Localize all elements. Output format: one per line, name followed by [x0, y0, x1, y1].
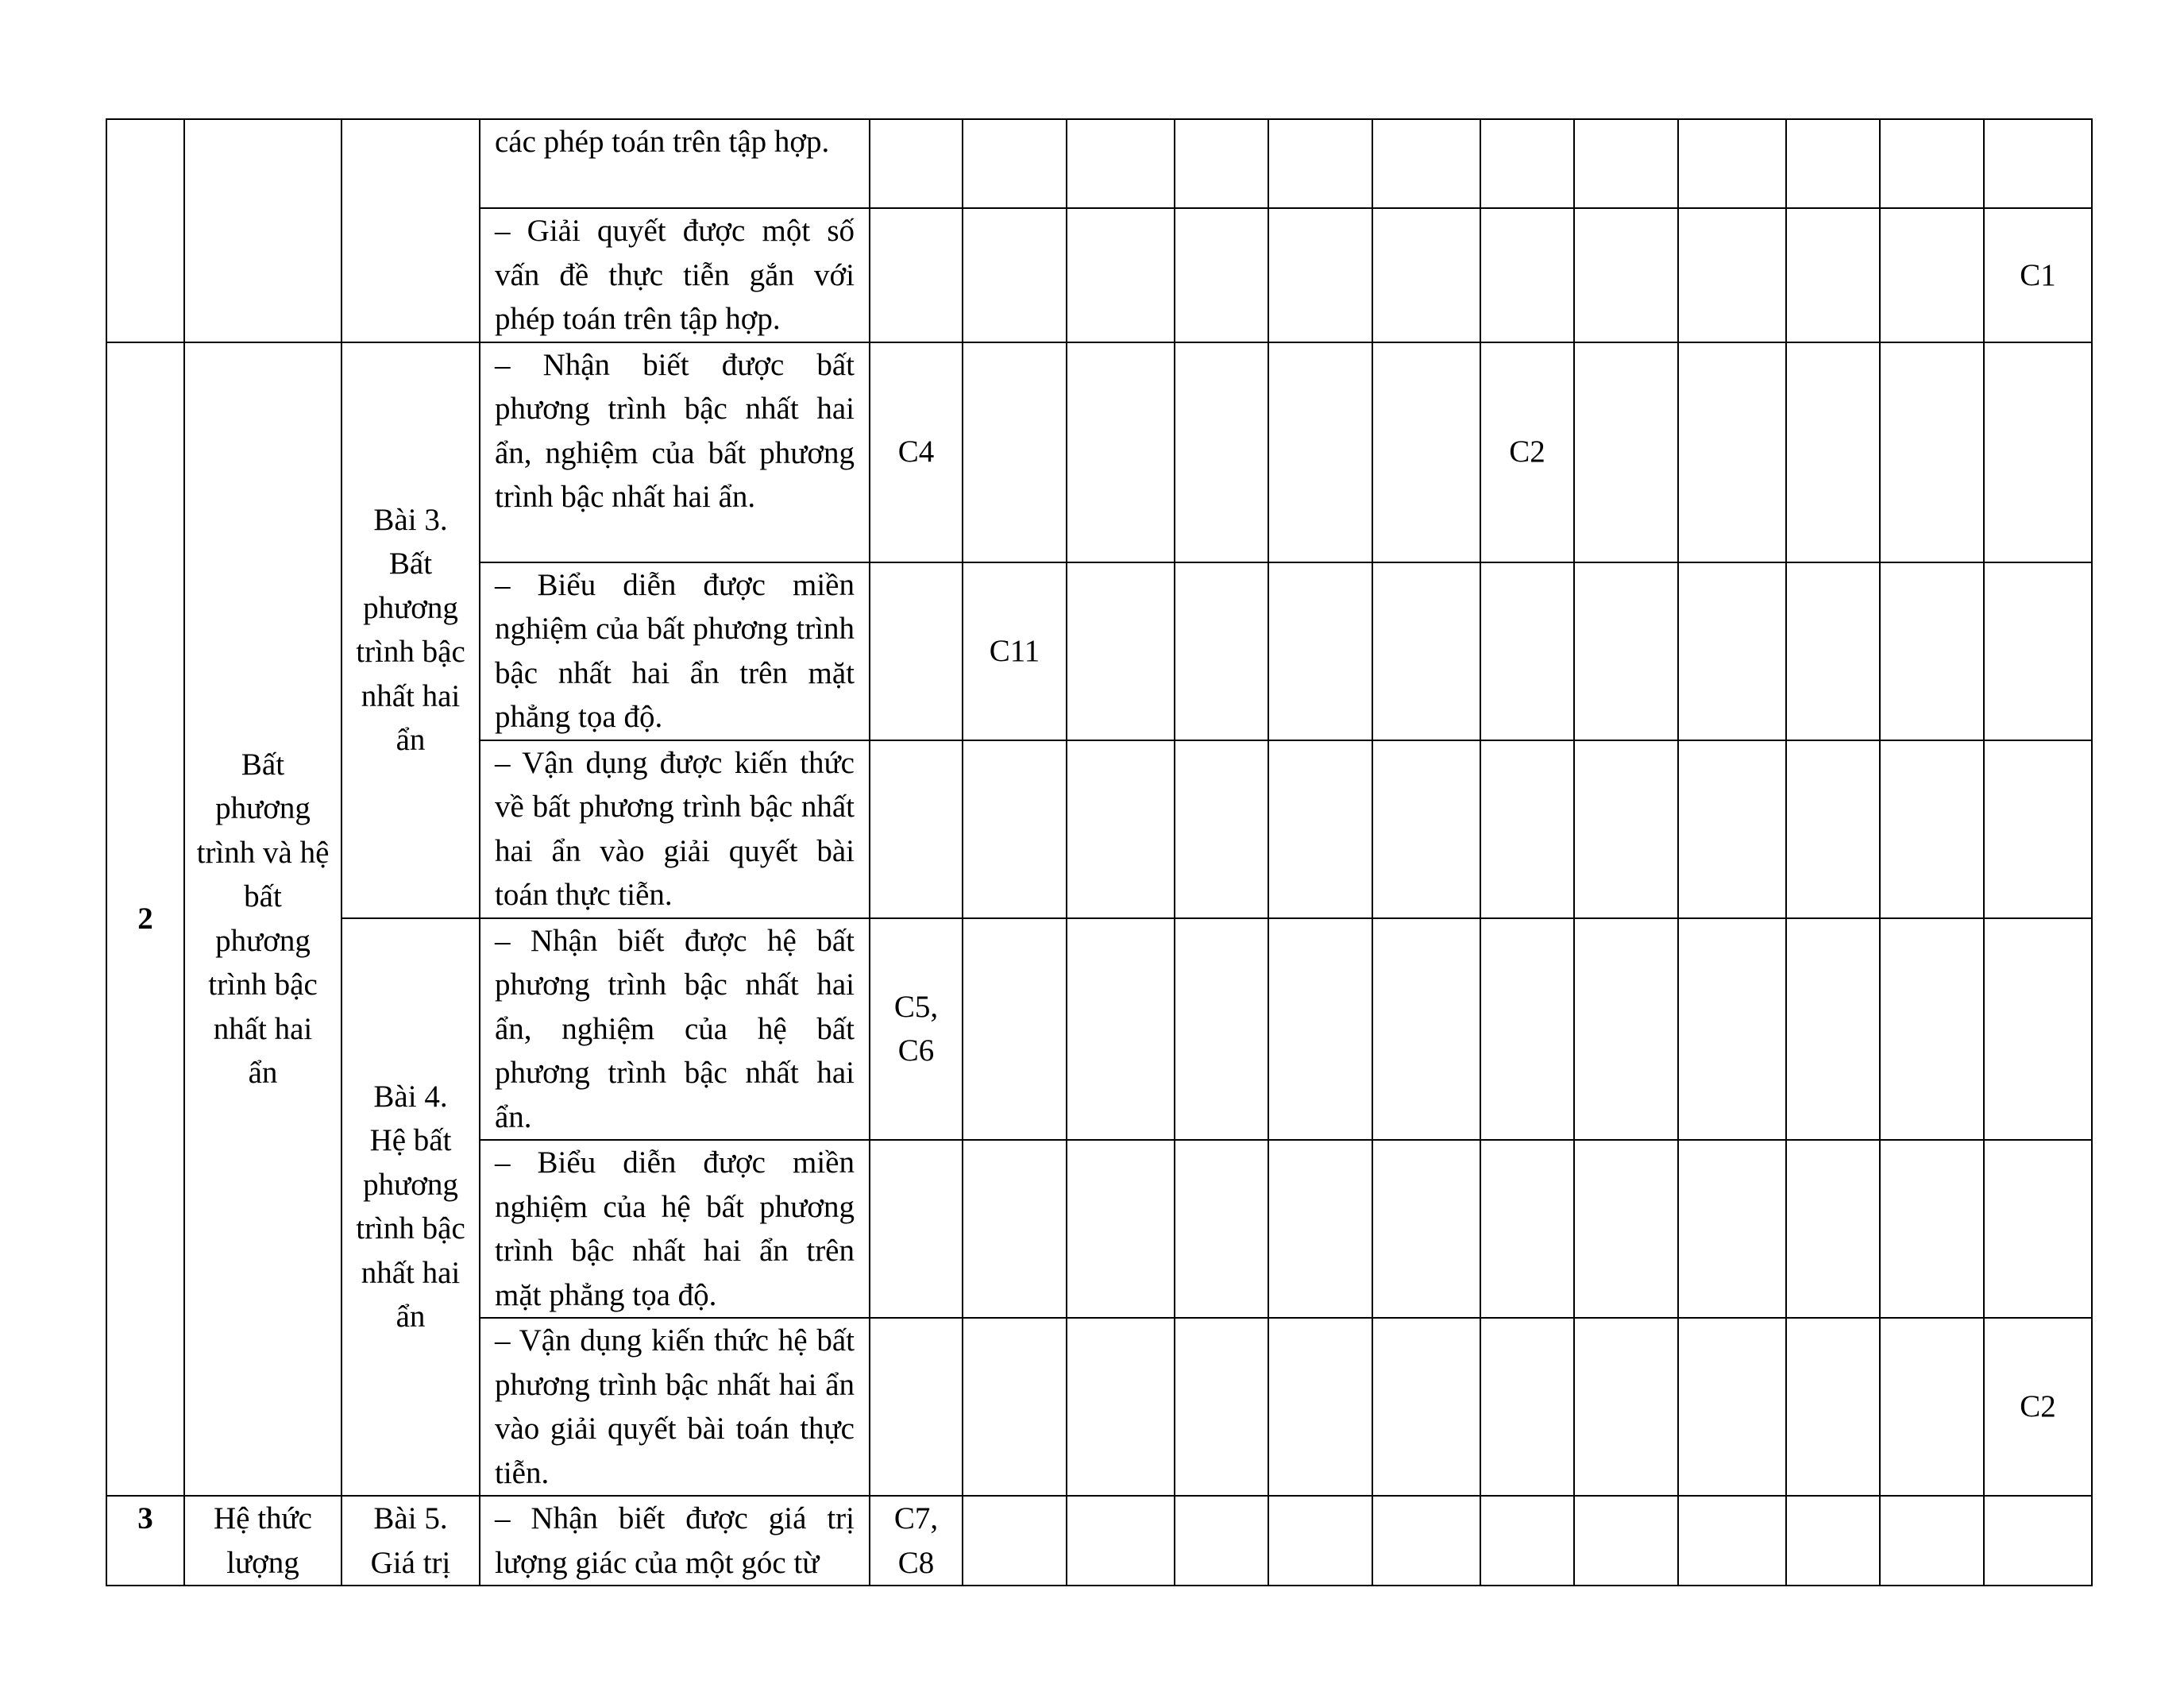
- empty-cell: [1175, 208, 1268, 342]
- empty-cell: [1067, 342, 1175, 562]
- empty-cell: [1574, 562, 1678, 740]
- empty-cell: [1880, 1496, 1984, 1586]
- empty-cell: [1067, 1496, 1175, 1586]
- empty-cell: [1786, 740, 1880, 918]
- empty-cell: [1268, 1496, 1372, 1586]
- empty-cell: [1372, 1318, 1480, 1496]
- question-code-cell: [1984, 208, 2092, 342]
- empty-cell: [1372, 119, 1480, 208]
- question-code-cell: [963, 562, 1067, 740]
- empty-cell: [870, 1140, 963, 1318]
- topic-cell: [184, 119, 341, 342]
- question-code: C4: [897, 435, 935, 469]
- empty-cell: [1880, 119, 1984, 208]
- empty-cell: [1984, 1140, 2092, 1318]
- empty-cell: [1786, 918, 1880, 1141]
- objective-cell: – Nhận biết được bất phương trình bậc nhất hai ẩn, nghiệm của bất phương trình bậc nhất hai ẩn.: [480, 342, 870, 562]
- objective-cell: – Vận dụng kiến thức hệ bất phương trình bậc nhất hai ẩn vào giải quyết bài toán thực tiễn.: [480, 1318, 870, 1496]
- empty-cell: [1678, 1318, 1786, 1496]
- empty-cell: [1372, 1140, 1480, 1318]
- empty-cell: [1067, 1140, 1175, 1318]
- empty-cell: [1175, 562, 1268, 740]
- objective-cell: các phép toán trên tập hợp.: [480, 119, 870, 208]
- empty-cell: [1880, 342, 1984, 562]
- empty-cell: [1786, 1140, 1880, 1318]
- question-code-cell: [870, 1496, 963, 1586]
- empty-cell: [1480, 1496, 1574, 1586]
- empty-cell: [1268, 1318, 1372, 1496]
- empty-cell: [1984, 1496, 2092, 1586]
- empty-cell: [1984, 562, 2092, 740]
- question-code-cell: [1984, 1318, 2092, 1496]
- empty-cell: [1880, 740, 1984, 918]
- empty-cell: [1175, 1318, 1268, 1496]
- stt-cell: [106, 119, 184, 342]
- empty-cell: [1786, 342, 1880, 562]
- empty-cell: [1067, 208, 1175, 342]
- table-row: [106, 1496, 2092, 1586]
- empty-cell: [1067, 1318, 1175, 1496]
- empty-cell: [1480, 562, 1574, 740]
- empty-cell: [1984, 918, 2092, 1141]
- empty-cell: [1268, 208, 1372, 342]
- empty-cell: [1984, 119, 2092, 208]
- empty-cell: [1786, 208, 1880, 342]
- table-row: [106, 918, 2092, 1141]
- empty-cell: [1678, 562, 1786, 740]
- empty-cell: [963, 918, 1067, 1141]
- empty-cell: [870, 208, 963, 342]
- empty-cell: [1372, 1496, 1480, 1586]
- empty-cell: [870, 119, 963, 208]
- objective-cell: – Nhận biết được hệ bất phương trình bậc nhất hai ẩn, nghiệm của hệ bất phương trình bậc nhất hai ẩn.: [480, 918, 870, 1141]
- empty-cell: [1984, 342, 2092, 562]
- empty-cell: [1786, 119, 1880, 208]
- table-row: [106, 342, 2092, 562]
- empty-cell: [1175, 918, 1268, 1141]
- question-code-cell: [870, 342, 963, 562]
- empty-cell: [1574, 740, 1678, 918]
- empty-cell: [1067, 119, 1175, 208]
- empty-cell: [1880, 562, 1984, 740]
- empty-cell: [1480, 1140, 1574, 1318]
- empty-cell: [1786, 1318, 1880, 1496]
- empty-cell: [1268, 740, 1372, 918]
- empty-cell: [1678, 342, 1786, 562]
- empty-cell: [1268, 562, 1372, 740]
- empty-cell: [1574, 1140, 1678, 1318]
- empty-cell: [1480, 208, 1574, 342]
- empty-cell: [1786, 562, 1880, 740]
- lesson-cell: Bài 3. Bất phương trình bậc nhất hai ẩn: [341, 342, 480, 918]
- empty-cell: [870, 740, 963, 918]
- empty-cell: [963, 740, 1067, 918]
- stt-cell: 3: [106, 1496, 184, 1586]
- objective-cell: – Biểu diễn được miền nghiệm của hệ bất phương trình bậc nhất hai ẩn trên mặt phẳng tọa độ.: [480, 1140, 870, 1318]
- question-code-cell: [1480, 342, 1574, 562]
- empty-cell: [963, 1496, 1067, 1586]
- question-code: C5, C6: [893, 989, 939, 1068]
- empty-cell: [1574, 1318, 1678, 1496]
- empty-cell: [963, 208, 1067, 342]
- empty-cell: [1984, 740, 2092, 918]
- empty-cell: [1175, 1140, 1268, 1318]
- empty-cell: [1678, 1140, 1786, 1318]
- empty-cell: [1268, 1140, 1372, 1318]
- empty-cell: [1678, 119, 1786, 208]
- empty-cell: [870, 1318, 963, 1496]
- question-code: C2: [1509, 435, 1545, 469]
- question-code-cell: [870, 918, 963, 1141]
- empty-cell: [1480, 119, 1574, 208]
- table-row: [106, 119, 2092, 208]
- empty-cell: [1268, 342, 1372, 562]
- empty-cell: [1678, 1496, 1786, 1586]
- empty-cell: [1480, 918, 1574, 1141]
- empty-cell: [963, 342, 1067, 562]
- empty-cell: [1175, 119, 1268, 208]
- empty-cell: [1372, 562, 1480, 740]
- empty-cell: [1678, 918, 1786, 1141]
- empty-cell: [1372, 342, 1480, 562]
- empty-cell: [1175, 740, 1268, 918]
- empty-cell: [1268, 119, 1372, 208]
- question-code: C7, C8: [893, 1501, 939, 1580]
- objective-cell: – Giải quyết được một số vấn đề thực tiễn gắn với phép toán trên tập hợp.: [480, 208, 870, 342]
- stt-cell: 2: [106, 342, 184, 1497]
- empty-cell: [1574, 342, 1678, 562]
- assessment-matrix-table: [106, 118, 2093, 1586]
- empty-cell: [1175, 1496, 1268, 1586]
- question-code: C1: [2020, 257, 2056, 292]
- empty-cell: [1372, 208, 1480, 342]
- objective-cell: – Nhận biết được giá trị lượng giác của một góc từ: [480, 1496, 870, 1586]
- lesson-cell: [341, 119, 480, 342]
- topic-cell: Hệ thức lượng: [184, 1496, 341, 1586]
- empty-cell: [1574, 918, 1678, 1141]
- empty-cell: [1372, 918, 1480, 1141]
- empty-cell: [870, 562, 963, 740]
- empty-cell: [1175, 342, 1268, 562]
- empty-cell: [963, 1318, 1067, 1496]
- empty-cell: [1880, 918, 1984, 1141]
- empty-cell: [963, 1140, 1067, 1318]
- matrix-body: [106, 119, 2092, 1586]
- empty-cell: [1480, 740, 1574, 918]
- empty-cell: [1786, 1496, 1880, 1586]
- empty-cell: [1880, 1140, 1984, 1318]
- objective-cell: – Biểu diễn được miền nghiệm của bất phương trình bậc nhất hai ẩn trên mặt phẳng tọa độ.: [480, 562, 870, 740]
- empty-cell: [963, 119, 1067, 208]
- empty-cell: [1067, 740, 1175, 918]
- empty-cell: [1880, 1318, 1984, 1496]
- lesson-cell: Bài 4. Hệ bất phương trình bậc nhất hai ẩn: [341, 918, 480, 1497]
- empty-cell: [1880, 208, 1984, 342]
- empty-cell: [1268, 918, 1372, 1141]
- empty-cell: [1574, 208, 1678, 342]
- empty-cell: [1067, 562, 1175, 740]
- empty-cell: [1678, 208, 1786, 342]
- lesson-cell: Bài 5. Giá trị: [341, 1496, 480, 1586]
- question-code: C11: [989, 633, 1040, 668]
- question-code: C2: [2020, 1389, 2056, 1424]
- empty-cell: [1480, 1318, 1574, 1496]
- empty-cell: [1574, 119, 1678, 208]
- empty-cell: [1678, 740, 1786, 918]
- empty-cell: [1372, 740, 1480, 918]
- objective-cell: – Vận dụng được kiến thức về bất phương trình bậc nhất hai ẩn vào giải quyết bài toán thực tiễn.: [480, 740, 870, 918]
- empty-cell: [1574, 1496, 1678, 1586]
- topic-cell: Bất phương trình và hệ bất phương trình bậc nhất hai ẩn: [184, 342, 341, 1497]
- empty-cell: [1067, 918, 1175, 1141]
